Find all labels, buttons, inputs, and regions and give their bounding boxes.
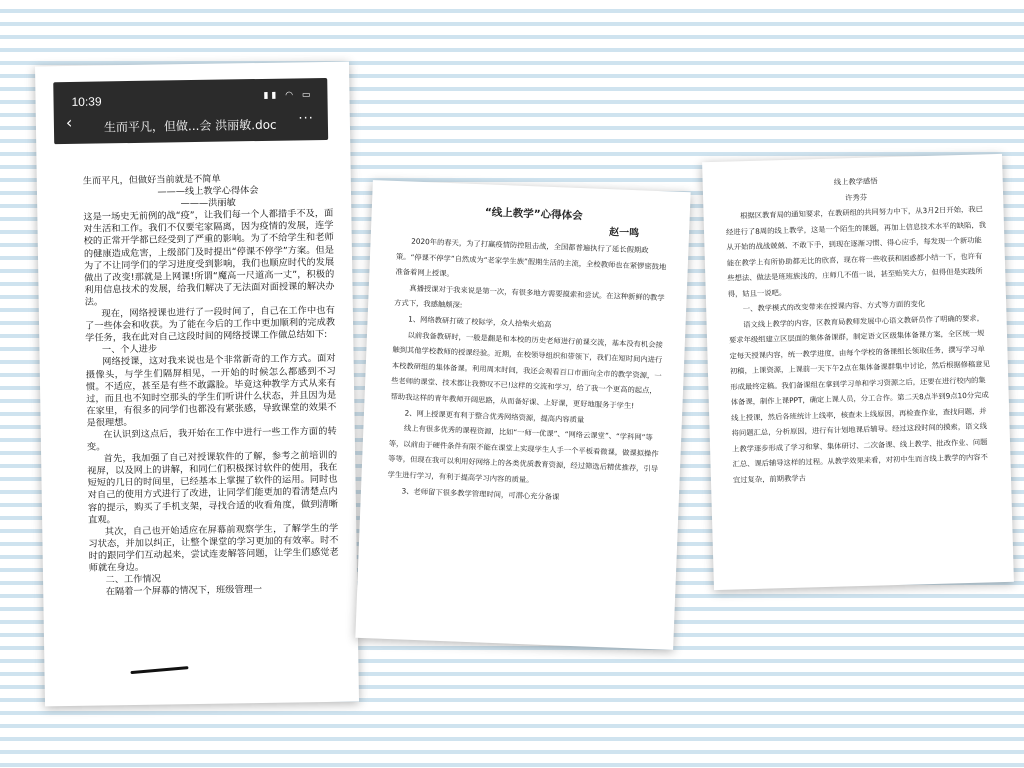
doc-subheading: ———线上教学心得体会 xyxy=(157,185,259,198)
phone-header-bar xyxy=(53,78,328,144)
paragraph: 以前我备教研时，一般是翻是和本校的历史老师进行前课交流，基本没有机会接触到其他学校教师的授课经验。近期，在校领导组织和带领下，我们在短时间内进行本校教研组的集体备课。利用周末时间，我还会观看百口市面向全市的教学资源，一些老师的课堂、技术都让我赞叹不已!这样的交流和学习，给了我一个更高的起点，帮助我这样的青年教师开阔思路，从而备好课、上好课，更好地服务于学生! xyxy=(390,330,663,411)
phone-document-body xyxy=(83,172,340,599)
more-options-icon[interactable]: ··· xyxy=(298,111,314,127)
section-heading: 2、网上授课更有利于整合优秀网络资源，提高内容质量 xyxy=(404,407,585,424)
doc-author: 赵一鸣 xyxy=(608,227,640,240)
phone-screenshot-page xyxy=(35,62,359,707)
paragraph: 网络授课，这对我来说也是个非常新奇的工作方式。面对摄像头，与学生们隔屏相见，一开始的时候怎么都感到不习惯。不适应，甚至是有些不敢露脸。毕竟这种教学方式从来有过，而且也不知时空那头的学生们听讲什么状态，并且因为是在家里，有很多的同学们也都没有紧张感，导致课堂的效果不是很理想。 xyxy=(85,353,337,429)
paragraph: 其次，自己也开始适应在屏幕前观察学生，了解学生的学习状态，并加以纠正，让整个课堂的学习更加的有效率。时不时的跟同学们互动起来，尝试连麦解答问题，让学生们感觉老师就在身边。 xyxy=(88,522,339,574)
signal-icon: ▮▮ xyxy=(263,90,280,101)
doc-author: 许秀芬 xyxy=(845,192,868,202)
paragraph: 真播授课对于我来说是第一次，有很多地方需要摸索和尝试。在这种新鲜的教学方式下，我感触颇深: xyxy=(394,283,665,310)
right-document-page xyxy=(702,154,1014,590)
paragraph: 在认识到这点后，我开始在工作中进行一些工作方面的转变。 xyxy=(86,425,337,453)
doc-heading: 线上教学感悟 xyxy=(833,176,878,187)
section-heading: 一、个人进步 xyxy=(101,343,158,356)
doc-author: ———洪丽敏 xyxy=(180,197,236,210)
status-time: 10:39 xyxy=(71,94,102,109)
status-icons xyxy=(263,90,313,101)
middle-document-page xyxy=(355,180,690,650)
back-chevron-icon[interactable]: ‹ xyxy=(65,112,73,133)
section-heading: 1、网络教研打破了校际学，众人拾柴火焰高 xyxy=(408,314,552,329)
section-heading: 3、老师留下很多教学管理时间，可潜心充分备课 xyxy=(401,485,560,501)
pen-scribble-mark xyxy=(130,666,188,674)
doc-heading: 生而平凡，但做好当前就是不简单 xyxy=(82,173,221,187)
paragraph: 在隔着一个屏幕的情况下，班级管理一 xyxy=(105,584,263,598)
paragraph: 现在，网络授课也进行了一段时间了，自己在工作中也有了一些体会和收获。为了能在今后的工作中更加顺利的完成教学任务，我在此对自己这段时间的网络授课工作做总结如下: xyxy=(84,304,336,344)
document-title: 生而平凡，但做...会 洪丽敏.doc xyxy=(103,117,277,135)
battery-icon: ▭ xyxy=(301,90,314,101)
right-document-body xyxy=(725,170,996,487)
paragraph: 这是一场史无前例的战“疫”，让我们每一个人都措手不及，面对生活和工作。我们不仅要宅家隔离，因为疫情的发展，连学校的正常开学都已经受到了严重的影响。为了不给学生和老师的健康造成危害，上级部门及时提出“停课不停学”方案。但是为了不让同学们的学习进度受到影响，我们也顺应时代的发展做出了改变!那就是上网课!所谓“魔高一尺道高一丈”，积极的利用信息技术的发展，给我们解决了无法面对面授课的解决办法。 xyxy=(83,208,335,308)
doc-heading: “线上教学”心得体会 xyxy=(484,206,583,223)
section-heading: 二、工作情况 xyxy=(105,573,161,586)
wifi-icon: ◠ xyxy=(285,90,297,101)
paragraph: 根据区教育局的通知要求，在教研组的共同努力中下，从3月2日开始，我已经进行了8周的线上教学，这是一个陌生的课题，再加上信息技术水平的缺陷，我从开始的战战兢兢、不敢下手，到现在逐渐习惯、得心应手，每发现一个新功能能在教学上有所协助都无比的欣喜，现在将一些收获和困惑都小结一下，也许有些想法、做法是班班族浅的，庄师几不值一说，甚至贻笑大方，但得但是实践所得，姑且一说吧。 xyxy=(725,204,987,299)
middle-document-body xyxy=(387,201,670,508)
paragraph: 语文线上教学的内容，区教育局教师发展中心语文教研员作了明确的要求，要求年级组建立区层面的集体备课群，制定语文区级集体备课方案，全区统一规定每天授课内容，统一教学进度，由每个学校的备课组长领取任务，撰写学习单初稿，上课资源，上课前一天下午2点在集体备课群集中讨论，然后根据修稿意见形成最终定稿。我们备课组在拿到学习单和学习资源之后，还要在进行校内的集体备课，制作上课PPT，确定上课人员，分工合作。第二天8点半到9点10分完成线上授课，然后各班统计上线率，核查未上线原因，再检查作业，查找问题，并将问题汇总，分析原因，进行有计划地课后辅导。经过这段时间的摸索，语文线上教学逐步形成了学习和掌、集体研讨、二次备课、线上教学、批改作业、问题汇总、课后辅导这样的过程。从教学效果来看，对初中生而言线上教学的内容不宜过复杂，前期教学古 xyxy=(728,312,990,485)
section-heading: 一、教学模式的改变带来在授课内容、方式等方面的变化 xyxy=(742,299,926,314)
paragraph: 线上有很多优秀的课程资源，比如“一师一优课”、“网络云课堂”、“学科网”等等，以前由于硬件条件有限不能在课堂上实现学生人手一个平板看微课，做课拟操作等等，但现在我可以利用好网络上的各类优质教育资源，经过筛选后精优推荐，引导学生进行学习，有利于提高学习内容的质量。 xyxy=(387,423,659,485)
paragraph: 首先，我加强了自己对授课软件的了解，参考之前培训的视屏，以及网上的讲解，和同仁们积极探讨软件的使用，我在短短的几日的时间里，已经基本上掌握了软件的运用。同时也对自己的使用方式进行了改进，让同学们能更加的看清楚点内容的提示，购买了手机支架，寻找合适的收看角度，做到清晰直观。 xyxy=(87,449,338,526)
paragraph: 2020年的春天，为了打赢疫情防控阻击战，全国都普遍执行了延长假期政策。“停课不停学”自然成为“老家学生族”假期生活的主流，全校教师也在紧锣密鼓地准备着网上授课。 xyxy=(395,236,667,279)
